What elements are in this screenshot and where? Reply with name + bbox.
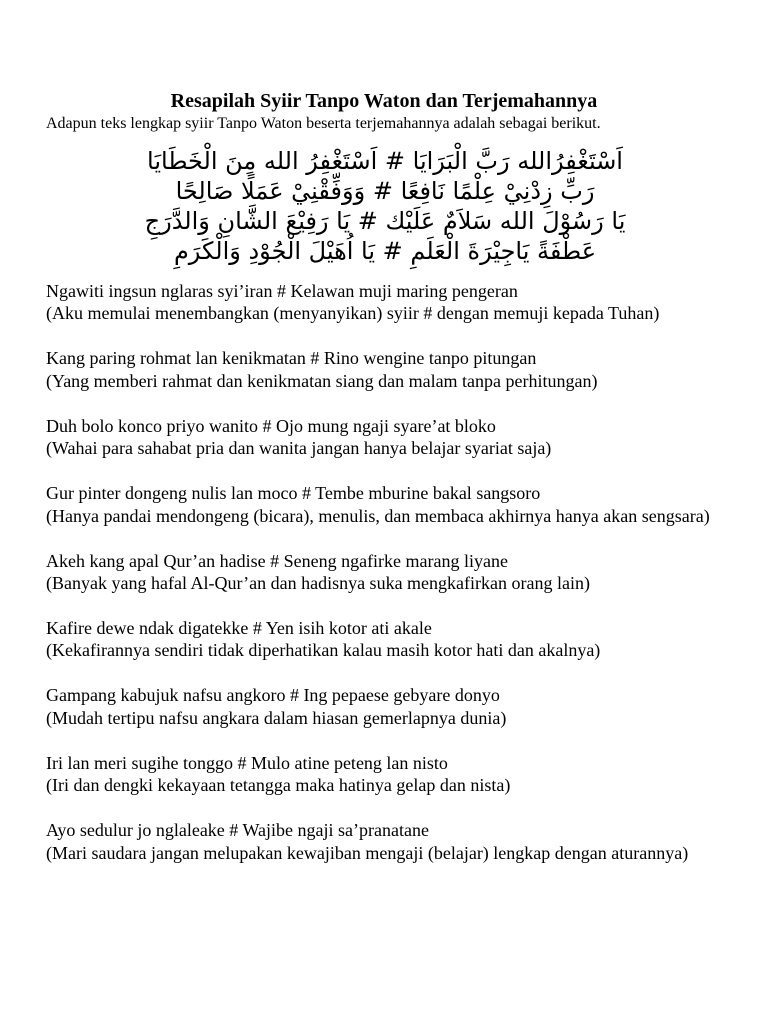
translation-line: (Wahai para sahabat pria dan wanita jangan hanya belajar syariat saja) [46,438,552,459]
translation-line: (Iri dan dengki kekayaan tetangga maka hatinya gelap dan nista) [46,775,511,796]
translation-line: (Banyak yang hafal Al-Qur’an dan hadisnya suka mengkafirkan orang lain) [46,573,590,594]
stanza [46,550,726,595]
document-title: Resapilah Syiir Tanpo Waton dan Terjemahannya [170,90,598,112]
javanese-line: Gampang kabujuk nafsu angkoro # Ing pepaese gebyare donyo [46,685,500,706]
stanza [46,280,726,325]
javanese-line: Ayo sedulur jo nglaleake # Wajibe ngaji sa’pranatane [46,820,429,841]
javanese-line: Gur pinter dongeng nulis lan moco # Tembe mburine bakal sangsoro [46,483,541,504]
javanese-line: Ngawiti ingsun nglaras syi’iran # Kelawan muji maring pengeran [46,281,518,301]
stanza-list [46,280,726,887]
stanza [46,819,726,864]
stanza [46,617,726,662]
javanese-line: Iri lan meri sugihe tonggo # Mulo atine peteng lan nisto [46,752,448,773]
javanese-line: Kang paring rohmat lan kenikmatan # Rino wengine tanpo pitungan [46,348,537,369]
translation-line: (Mari saudara jangan melupakan kewajiban mengaji (belajar) lengkap dengan aturannya) [46,842,689,863]
stanza [46,415,726,460]
translation-line: (Yang memberi rahmat dan kenikmatan siang dan malam tanpa perhitungan) [46,370,598,391]
translation-line: (Kekafirannya sendiri tidak diperhatikan kalau masih kotor hati dan akalnya) [46,640,601,661]
translation-line: (Aku memulai menembangkan (menyanyikan) syiir # dengan memuji kepada Tuhan) [46,303,660,324]
arabic-line: يَا رَسُوْلَ الله سَلاَمٌ عَلَيْك # يَا رَفِيْعَ الشَّانِ وَالدَّرَجِ [144,207,626,235]
javanese-line: Akeh kang apal Qur’an hadise # Seneng ngafirke marang liyane [46,550,508,571]
javanese-line: Kafire dewe ndak digatekke # Yen isih kotor ati akale [46,618,432,639]
stanza [46,347,726,392]
translation-line: (Hanya pandai mendongeng (bicara), menulis, dan membaca akhirnya hanya akan sengsara) [46,505,710,526]
arabic-verse-block [40,146,730,266]
intro-paragraph: Adapun teks lengkap syiir Tanpo Waton beserta terjemahannya adalah sebagai berikut. [46,115,601,132]
stanza [46,482,726,527]
stanza [46,684,726,729]
javanese-line: Duh bolo konco priyo wanito # Ojo mung ngaji syare’at bloko [46,415,496,436]
arabic-line: رَبِّ زِدْنِيْ عِلْمًا نَافِعًا # وَوَفِّقْنِيْ عَمَلًا صَالِحًا [175,177,595,205]
arabic-line: اَسْتَغْفِرُالله رَبَّ الْبَرَايَا # اَسْتَغْفِرُ الله مِنَ الْخَطَايَا [147,147,623,175]
stanza [46,752,726,797]
arabic-line: عَطْفَةً يَاجِيْرَةَ الْعَلَمِ # يَا اُهَيْلَ الْجُوْدِ وَالْكَرَمِ [173,237,597,265]
translation-line: (Mudah tertipu nafsu angkara dalam hiasan gemerlapnya dunia) [46,707,507,728]
